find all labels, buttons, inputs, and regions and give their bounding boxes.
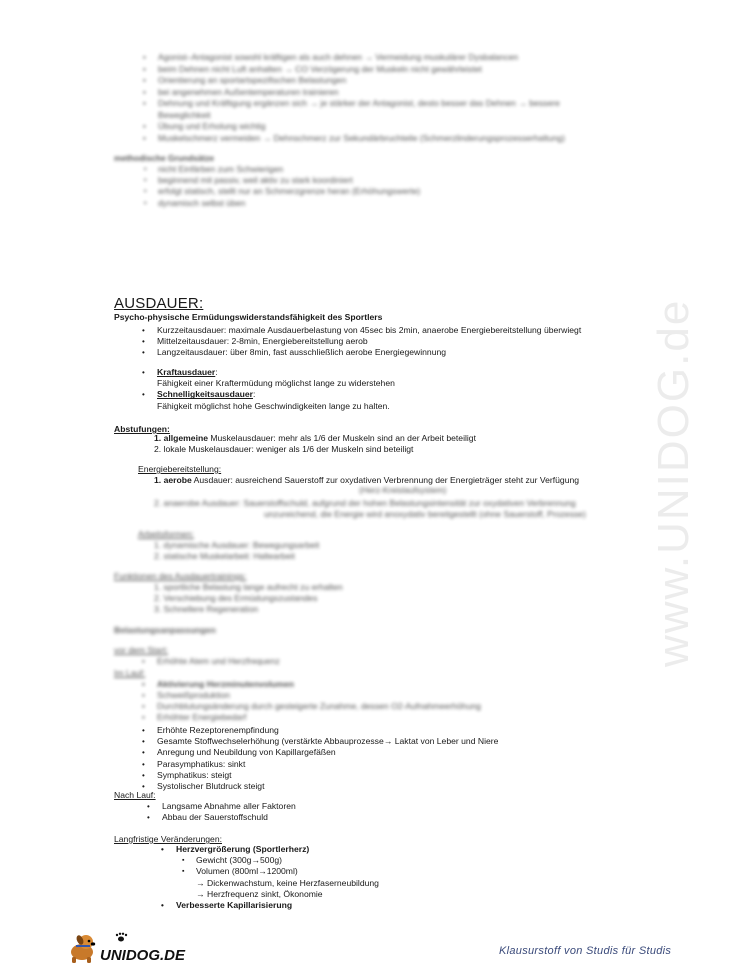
list-item: • Langzeitausdauer: über 8min, fast ausschließlich aerobe Energiegewinnung — [157, 347, 637, 358]
colon: : — [253, 389, 256, 400]
blurred-line: • Erhöhter Energiebedarf — [157, 712, 246, 723]
list-item: • Muskelschmerz vermeiden → Dehnschmerz zur Sekundärbruchteile (Schmerzlinderungsprozesserhaltung) — [158, 133, 608, 144]
blurred-adapt-title: Belastungsanpassungen — [114, 625, 216, 635]
paw-icon — [116, 933, 127, 942]
endurance-types-list — [157, 325, 637, 359]
blurred-line: • Erhöhte Atem und Herzfrequenz — [157, 656, 280, 667]
footer-tagline: Klausurstoff von Studis für Studis — [499, 945, 672, 957]
list-item: • Parasymphatikus: sinkt — [157, 759, 577, 770]
term: Kraftausdauer — [157, 367, 216, 377]
list-item: • Dehnung und Kräftigung ergänzen sich → je stärker der Antagonist, desto besser das Dehnen → bessere — [158, 98, 608, 109]
list-item: • Mittelzeitausdauer: 2-8min, Energiebereitstellung aerob — [157, 336, 637, 347]
blurred-line: • Durchblutungsänderung durch gesteigerte Zunahme, dessen O2-Aufnahmeerhöhung — [157, 701, 481, 712]
list-item — [154, 444, 574, 455]
arrow-line: → Herzfrequenz sinkt, Ökonomie — [196, 888, 323, 899]
ausdauer-forms-list — [157, 367, 617, 412]
blurred-line: unzureichend, die Energie wird anoxydativ bereitgestellt (ohne Sauerstoff, Prozesse) — [264, 509, 586, 519]
langfristig-list — [176, 844, 496, 911]
abstufungen-list — [154, 433, 574, 455]
abstufungen-title: Abstufungen: — [114, 424, 170, 434]
sub-list-item: ▪ Gewicht (300g→500g) — [196, 855, 496, 866]
blurred-line: 2. statische Muskelarbeit: Haltearbeit — [154, 551, 295, 561]
list-item: ▪ dynamisch selbst üben — [158, 198, 458, 209]
blurred-method-title: methodische Grundsätze — [114, 153, 215, 163]
item-text: Ausdauer: ausreichend Sauerstoff zur oxydativen Verbrennung der Energieträger steht zur Verfügung — [191, 475, 580, 485]
blurred-line: (Herz-Kreislaufsystem) — [359, 485, 447, 495]
blurred-line: 1. sportliche Belastung lange aufrecht zu erhalten — [154, 582, 343, 592]
blurred-line: 2. Verschiebung des Ermüdungszustandes — [154, 593, 318, 603]
unidog-logo — [66, 930, 186, 966]
watermark — [640, 255, 710, 675]
list-item: ▪ erfolgt statisch, stellt nur an Schmerzgrenze heran (Erhöhungswerte) — [158, 186, 458, 197]
list-item — [154, 433, 574, 444]
watermark-text: www.UNIDOG.de — [649, 298, 698, 667]
dog-mascot-icon — [71, 934, 95, 963]
list-item: • Gesamte Stoffwechselerhöhung (verstärkte Abbauprozesse→ Laktat von Leber und Niere — [157, 736, 577, 747]
list-number: 1. — [154, 475, 162, 485]
nach-lauf-list — [162, 801, 462, 823]
list-item: • Herzvergrößerung (Sportlerherz) — [176, 844, 496, 855]
list-item: • Verbesserte Kapillarisierung — [176, 900, 496, 911]
item-text: Muskelausdauer: mehr als 1/6 der Muskeln sind an der Arbeit beteiligt — [207, 433, 476, 443]
langfristig-title: Langfristige Veränderungen: — [114, 834, 222, 844]
section-subtitle: Psycho-physische Ermüdungswiderstandsfähigkeit des Sportlers — [114, 312, 383, 322]
list-item: • beim Dehnen nicht Luft anhalten → CO Verzögerung der Muskeln nicht gewährleistet — [158, 64, 608, 75]
im-lauf-list — [157, 725, 577, 792]
item-text: lokale Muskelausdauer: weniger als 1/6 der Muskeln sind beteiligt — [163, 444, 414, 455]
blurred-line: • Schweißproduktion — [157, 690, 230, 701]
sub-list-item: ▪ Volumen (800ml→1200ml) — [196, 866, 496, 877]
blurred-line: 1. dynamische Ausdauer: Bewegungsarbeit — [154, 540, 320, 550]
list-item: • Kurzzeitausdauer: maximale Ausdauerbelastung von 45sec bis 2min, anaerobe Energiebereitstellung überwiegt — [157, 325, 637, 336]
description: Fähigkeit möglichst hohe Geschwindigkeiten lange zu halten. — [157, 400, 390, 411]
list-item: • Erhöhte Rezeptorenempfindung — [157, 725, 577, 736]
section-title: AUSDAUER: — [114, 295, 204, 312]
bold-term: allgemeine — [163, 433, 208, 443]
description: Fähigkeit einer Kraftermüdung möglichst lange zu widerstehen — [157, 378, 395, 389]
nach-lauf-title: Nach Lauf: — [114, 790, 156, 800]
bold-term: aerobe — [163, 475, 192, 485]
term: Schnelligkeitsausdauer — [157, 389, 253, 400]
list-item: ▪ beginnend mit passiv, weil aktiv zu stark koordiniert — [158, 175, 458, 186]
energie-title: Energiebereitstellung: — [138, 464, 222, 474]
arrow-line: → Dickenwachstum, keine Herzfaserneubildung — [196, 877, 379, 888]
list-item: • Abbau der Sauerstoffschuld — [162, 812, 462, 823]
blurred-line: 3. Schnellere Regeneration — [154, 604, 259, 614]
list-item: • Übung und Erholung wichtig — [158, 121, 608, 132]
list-item: • Anregung und Neubildung von Kapillargefäßen — [157, 747, 577, 758]
blurred-line: Arbeitsformen: — [138, 529, 194, 539]
colon: : — [215, 367, 218, 377]
blurred-line: 2. anaerobe Ausdauer: Sauerstoffschuld, aufgrund der hohen Belastungsintensität zur oxydativen Verbrennung — [154, 498, 576, 508]
blurred-top-list — [158, 52, 608, 144]
list-number: 1. — [154, 433, 162, 443]
list-item: ▪ nicht Einfärben zum Schwierigen — [158, 164, 458, 175]
list-item: • Orientierung an sportartspezifischen Belastungen — [158, 75, 608, 86]
blurred-method-list — [158, 164, 458, 209]
list-item-continuation: Beweglichkeit — [158, 109, 211, 120]
list-item: • Systolischer Blutdruck steigt — [157, 781, 577, 792]
list-number: 2. — [154, 444, 162, 455]
blurred-line: Im Lauf: — [114, 668, 146, 678]
blurred-line: vor dem Start: — [114, 645, 168, 655]
list-item: • Langsame Abnahme aller Faktoren — [162, 801, 462, 812]
list-item-schnelligkeitsausdauer — [157, 389, 617, 400]
list-item: • Agonist–Antagonist sowohl kräftigen als auch dehnen → Vermeidung muskulärer Dysbalancen — [158, 52, 608, 63]
blurred-line: Funktionen des Ausdauertrainings: — [114, 571, 247, 581]
list-item-kraftausdauer — [157, 367, 617, 378]
logo-text: UNIDOG.DE — [100, 947, 186, 964]
blurred-line: • Aktivierung Herzminutenvolumen — [157, 679, 294, 690]
list-item: • Symphatikus: steigt — [157, 770, 577, 781]
list-item: • bei angenehmen Außentemperaturen trainieren — [158, 87, 608, 98]
